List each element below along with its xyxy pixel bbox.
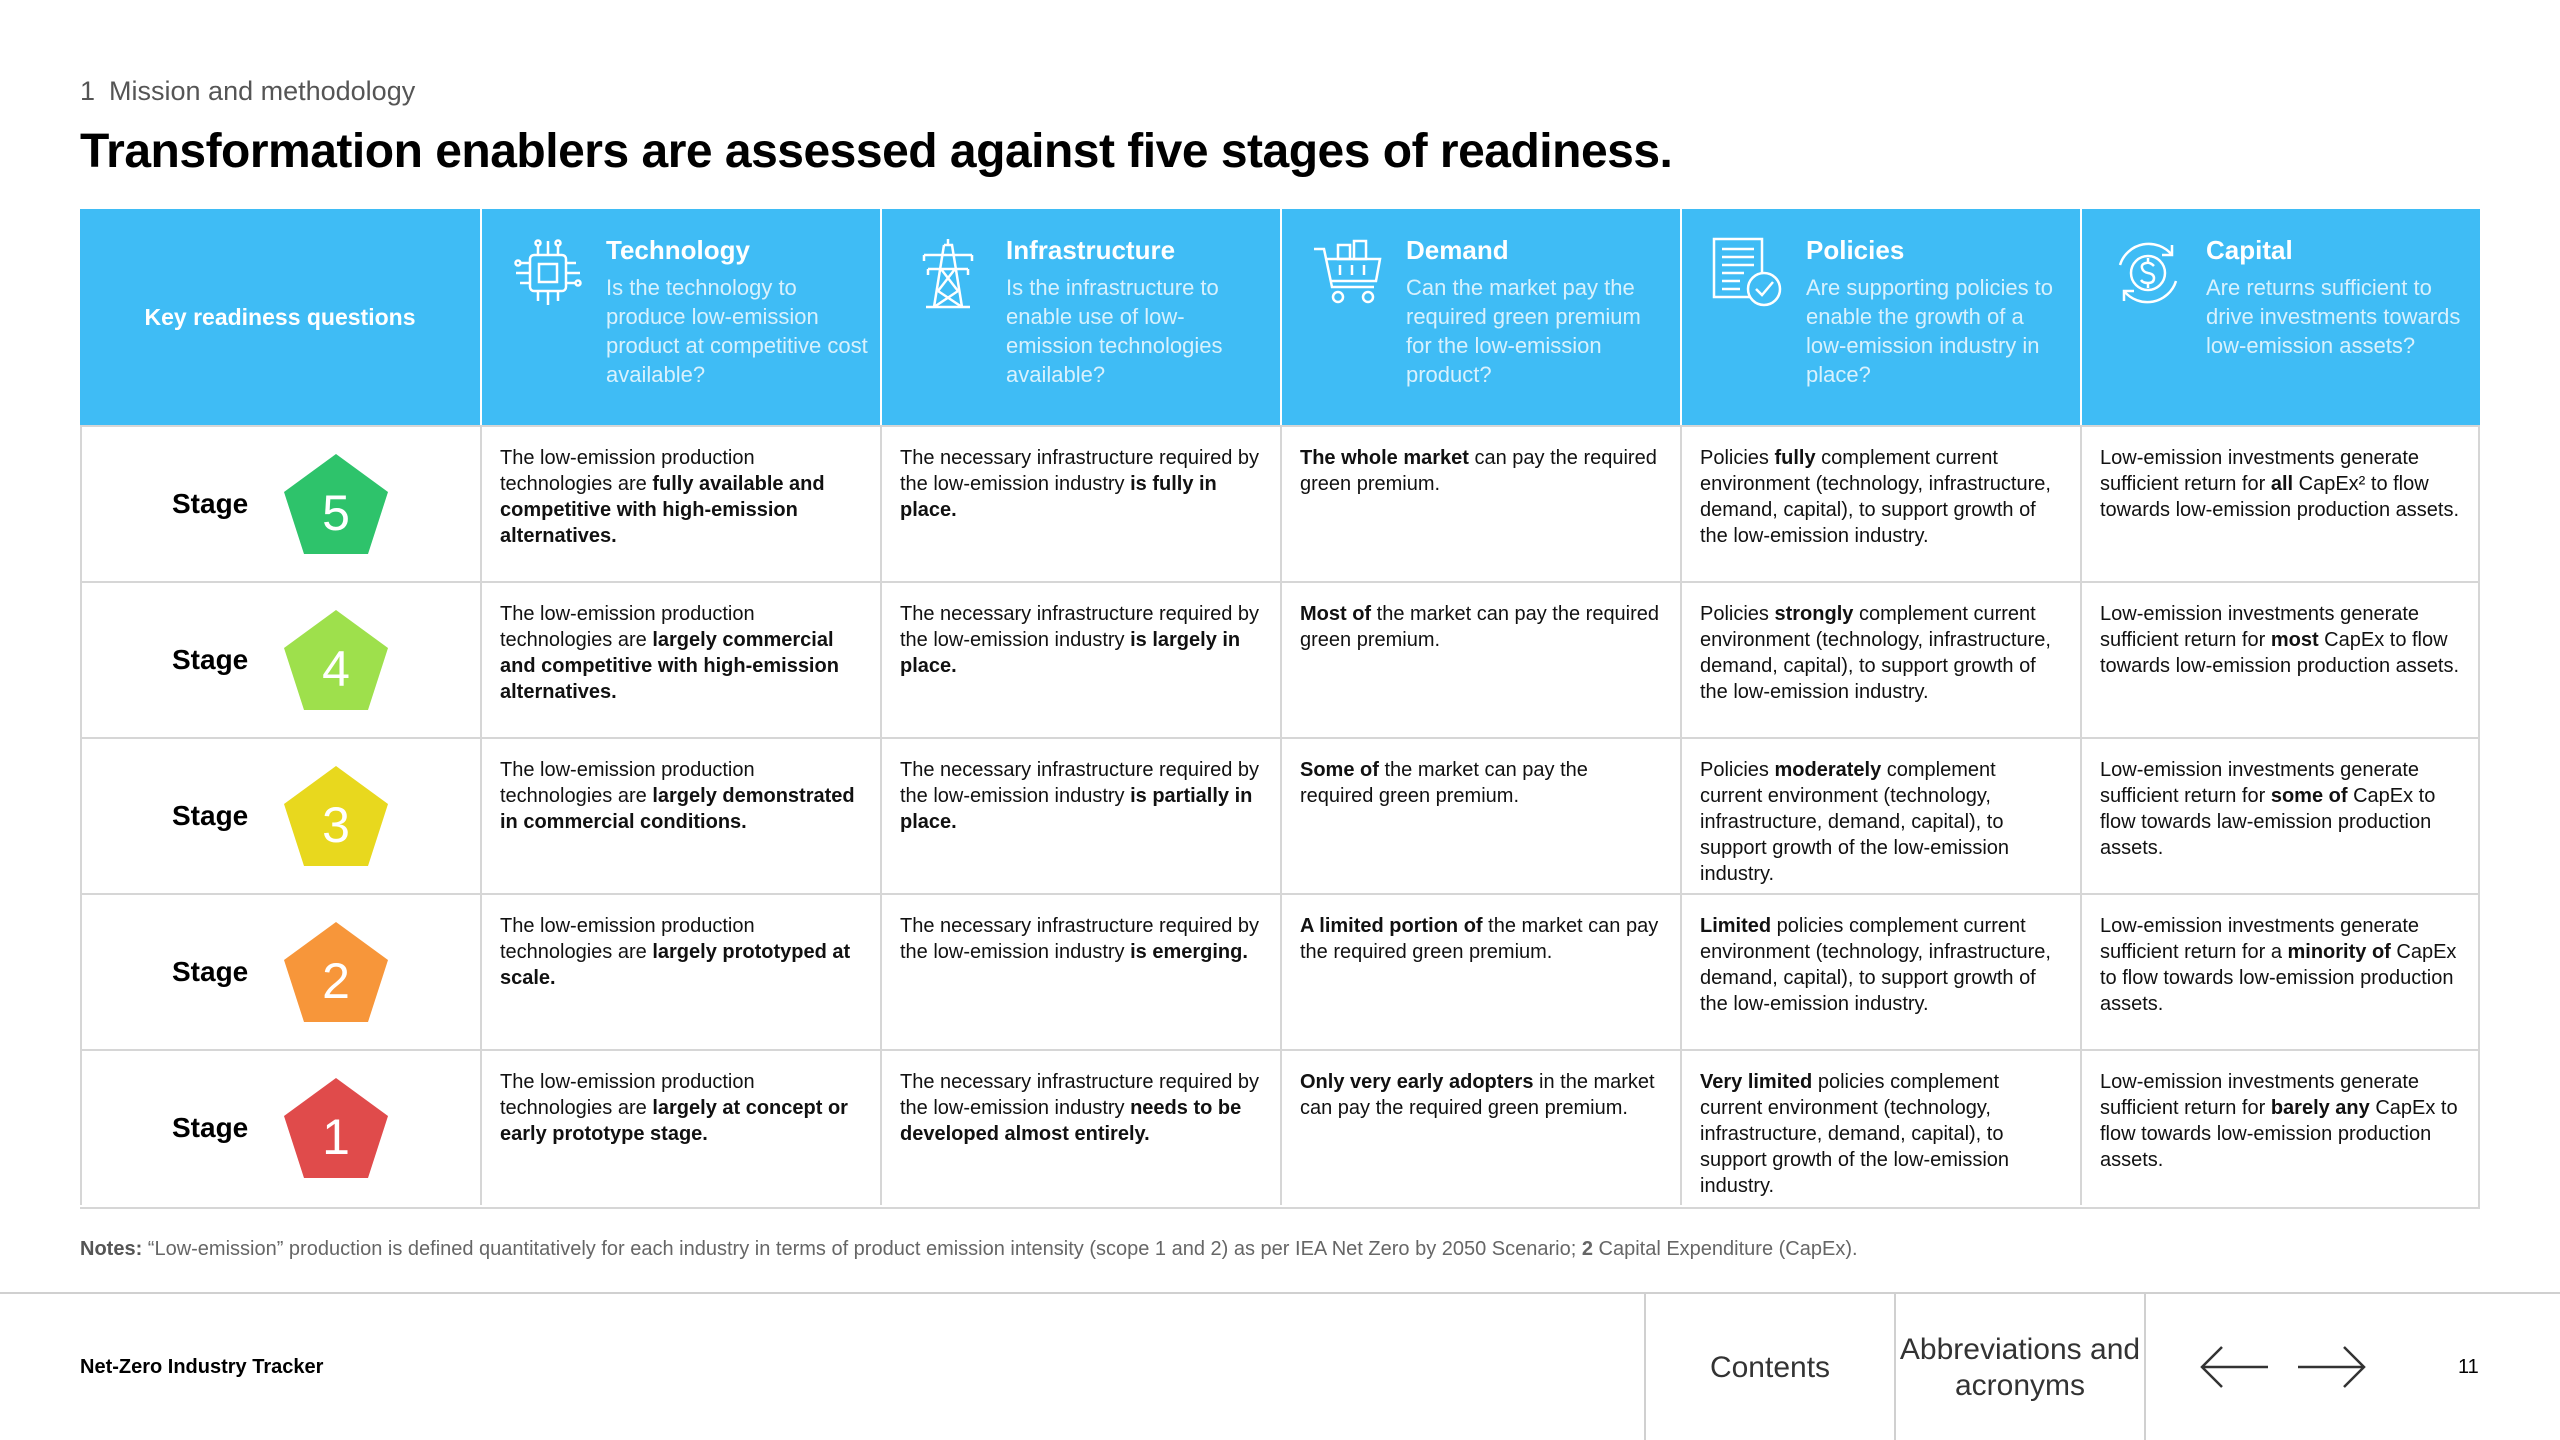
notes-label: Notes: xyxy=(80,1238,143,1260)
stage-label: Stage xyxy=(172,644,249,675)
column-question: Is the technology to produce low-emission product at competitive cost available? xyxy=(606,275,868,387)
stage-2-label-cell xyxy=(80,893,480,1049)
chip-icon xyxy=(510,235,586,311)
stage-4-technology: The low-emission production technologies are largely commercial and competitive with high-emission alternatives. xyxy=(480,581,880,737)
stage-4-policies: Policies strongly complement current environment (technology, infrastructure, demand, capital), to support growth of the low-emission industry. xyxy=(1680,581,2080,737)
stage-3-policies: Policies moderately complement current environment (technology, infrastructure, demand, capital), to support growth of the low-emission industry. xyxy=(1680,737,2080,893)
stage-badge xyxy=(280,450,392,558)
section-label xyxy=(80,76,415,107)
footnote-text: Capital Expenditure (CapEx). xyxy=(1592,1238,1858,1260)
stage-3-technology: The low-emission production technologies are largely demonstrated in commercial conditions. xyxy=(480,737,880,893)
stage-label: Stage xyxy=(172,1112,249,1143)
next-page-arrow-icon[interactable] xyxy=(2296,1344,2368,1390)
stage-1-infrastructure: The necessary infrastructure required by the low-emission industry needs to be developed almost entirely. xyxy=(880,1049,1280,1205)
stage-1-technology: The low-emission production technologies are largely at concept or early prototype stage. xyxy=(480,1049,880,1205)
section-name: Mission and methodology xyxy=(109,76,416,106)
stage-1-policies: Very limited policies complement current environment (technology, infrastructure, demand, capital), to support growth of the low-emission industry. xyxy=(1680,1049,2080,1205)
stage-1-label-cell xyxy=(80,1049,480,1205)
stage-4-capital: Low-emission investments generate sufficient return for most CapEx to flow towards low-emission production assets. xyxy=(2080,581,2480,737)
column-title: Technology xyxy=(606,235,750,265)
abbreviations-link[interactable]: Abbreviations and acronyms xyxy=(1894,1294,2144,1440)
stage-3-capital: Low-emission investments generate sufficient return for some of CapEx to flow towards law-emission production assets. xyxy=(2080,737,2480,893)
stage-label: Stage xyxy=(172,800,249,831)
stage-4-infrastructure: The necessary infrastructure required by the low-emission industry is largely in place. xyxy=(880,581,1280,737)
dollar-cycle-icon xyxy=(2110,235,2186,311)
shopping-cart-icon xyxy=(1310,235,1386,311)
notes-text: “Low-emission” production is defined quantitatively for each industry in terms of product emission intensity (scope 1 and 2) as per IEA Net Zero by 2050 Scenario; xyxy=(142,1238,1582,1260)
column-title: Infrastructure xyxy=(1006,235,1176,265)
section-number: 1 xyxy=(80,76,96,106)
column-question: Are supporting policies to enable the growth of a low-emission industry in place? xyxy=(1806,275,2054,387)
column-question: Are returns sufficient to drive investments towards low-emission assets? xyxy=(2206,275,2461,358)
stage-badge xyxy=(280,606,392,714)
footer xyxy=(0,1292,2560,1440)
stage-2-demand: A limited portion of the market can pay the required green premium. xyxy=(1280,893,1680,1049)
stage-2-infrastructure: The necessary infrastructure required by the low-emission industry is emerging. xyxy=(880,893,1280,1049)
stage-2-policies: Limited policies complement current environment (technology, infrastructure, demand, capital), to support growth of the low-emission industry. xyxy=(1680,893,2080,1049)
stage-number: 1 xyxy=(322,1109,350,1165)
stage-2-capital: Low-emission investments generate sufficient return for a minority of CapEx to flow towards low-emission production assets. xyxy=(2080,893,2480,1049)
stage-2-technology: The low-emission production technologies are largely prototyped at scale. xyxy=(480,893,880,1049)
stage-5-label-cell xyxy=(80,425,480,581)
column-question: Can the market pay the required green premium for the low-emission product? xyxy=(1406,275,1641,387)
header-corner xyxy=(80,209,480,425)
column-title: Capital xyxy=(2206,235,2293,265)
stage-3-infrastructure: The necessary infrastructure required by the low-emission industry is partially in place. xyxy=(880,737,1280,893)
readiness-table xyxy=(80,209,2480,1209)
column-question: Is the infrastructure to enable use of low-emission technologies available? xyxy=(1006,275,1223,387)
stage-4-label-cell xyxy=(80,581,480,737)
page-navigation xyxy=(2144,1294,2560,1440)
power-tower-icon xyxy=(910,235,986,311)
stage-badge xyxy=(280,762,392,870)
column-title: Demand xyxy=(1406,235,1509,265)
stage-label: Stage xyxy=(172,488,249,519)
stage-5-policies: Policies fully complement current environment (technology, infrastructure, demand, capital), to support growth of the low-emission industry. xyxy=(1680,425,2080,581)
header-capital xyxy=(2080,209,2480,425)
stage-label: Stage xyxy=(172,956,249,987)
header-technology xyxy=(480,209,880,425)
contents-link[interactable]: Contents xyxy=(1644,1294,1894,1440)
stage-number: 2 xyxy=(322,953,350,1009)
stage-1-capital: Low-emission investments generate sufficient return for barely any CapEx to flow towards low-emission production assets. xyxy=(2080,1049,2480,1205)
previous-page-arrow-icon[interactable] xyxy=(2198,1344,2270,1390)
stage-1-demand: Only very early adopters in the market can pay the required green premium. xyxy=(1280,1049,1680,1205)
corner-label: Key readiness questions xyxy=(144,303,416,330)
stage-5-technology: The low-emission production technologies are fully available and competitive with high-emission alternatives. xyxy=(480,425,880,581)
footnote-number: 2 xyxy=(1581,1238,1593,1260)
stage-badge xyxy=(280,1074,392,1182)
page-number: 11 xyxy=(2458,1356,2479,1378)
stage-3-demand: Some of the market can pay the required green premium. xyxy=(1280,737,1680,893)
stage-number: 5 xyxy=(322,485,350,541)
notes xyxy=(80,1238,1858,1261)
header-policies xyxy=(1680,209,2080,425)
stage-5-demand: The whole market can pay the required green premium. xyxy=(1280,425,1680,581)
header-infrastructure xyxy=(880,209,1280,425)
brand-name: Net-Zero Industry Tracker xyxy=(80,1356,324,1378)
stage-4-demand: Most of the market can pay the required green premium. xyxy=(1280,581,1680,737)
stage-5-infrastructure: The necessary infrastructure required by the low-emission industry is fully in place. xyxy=(880,425,1280,581)
stage-number: 3 xyxy=(322,797,350,853)
stage-badge xyxy=(280,918,392,1026)
page-title: Transformation enablers are assessed against five stages of readiness. xyxy=(80,125,1673,178)
stage-3-label-cell xyxy=(80,737,480,893)
stage-number: 4 xyxy=(322,641,350,697)
stage-5-capital: Low-emission investments generate sufficient return for all CapEx² to flow towards low-emission production assets. xyxy=(2080,425,2480,581)
header-demand xyxy=(1280,209,1680,425)
column-title: Policies xyxy=(1806,235,1905,265)
policy-document-icon xyxy=(1710,235,1786,311)
